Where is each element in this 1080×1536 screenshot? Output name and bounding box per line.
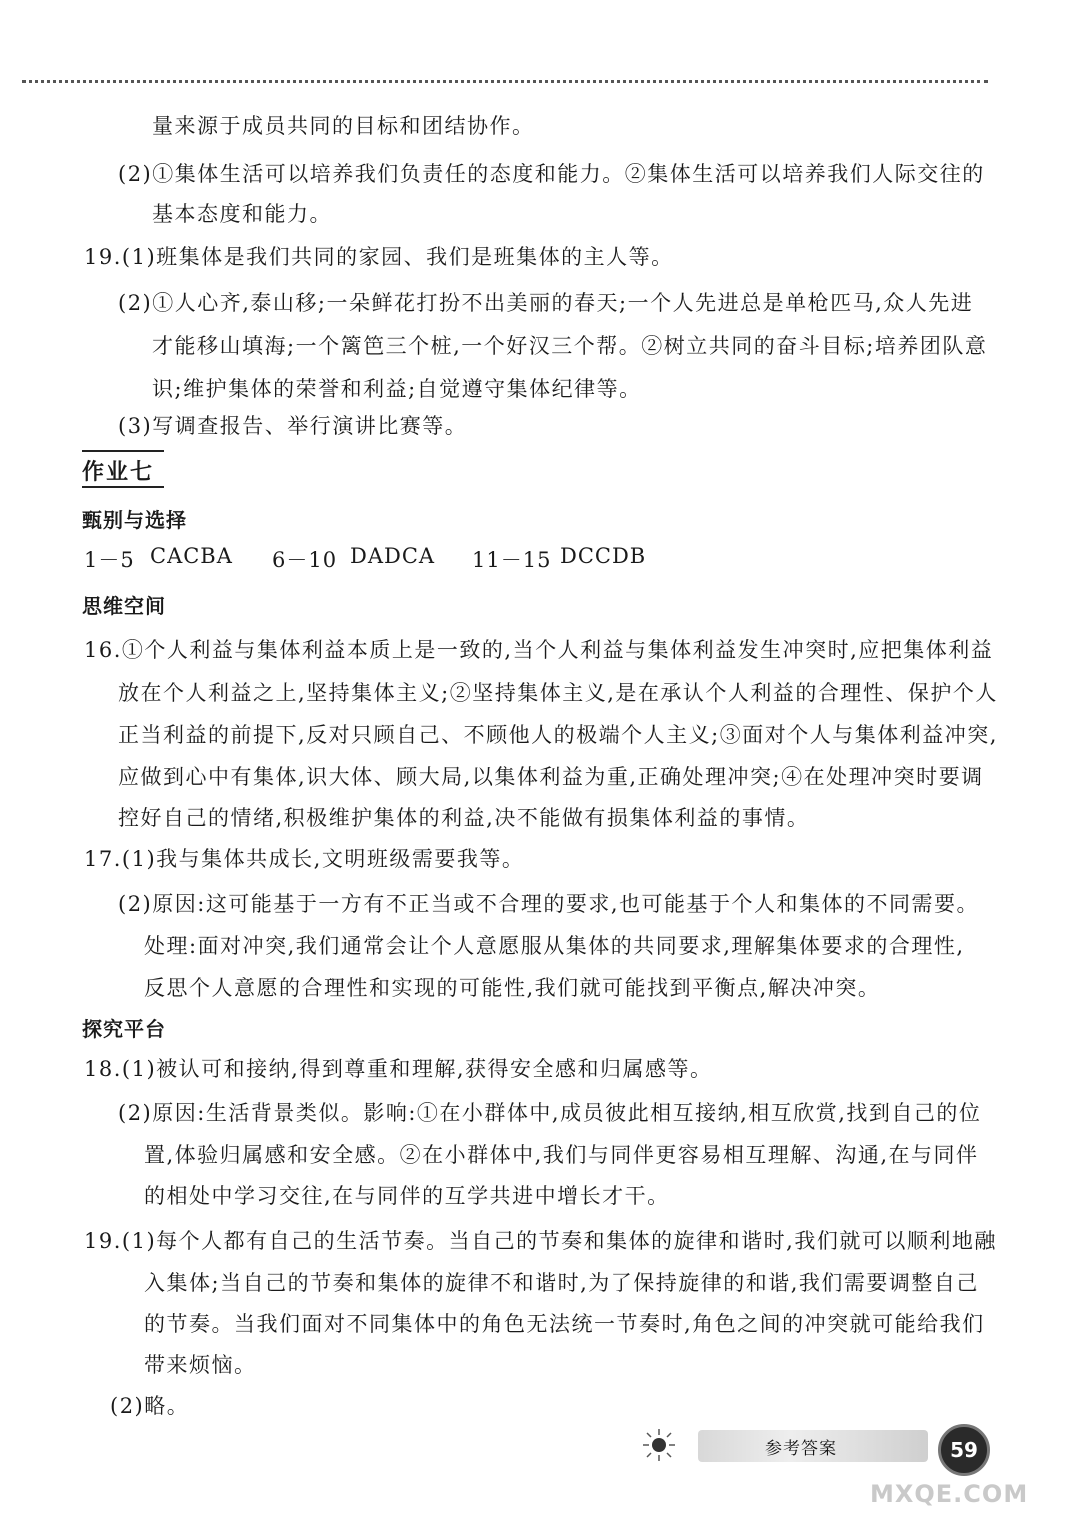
sun-icon — [642, 1428, 676, 1462]
text-line: 处理:面对冲突,我们通常会让个人意愿服从集体的共同要求,理解集体要求的合理性, — [144, 934, 965, 958]
answer-value: CACBA — [150, 544, 233, 568]
page-number: 59 — [938, 1424, 990, 1476]
text-line: 置,体验归属感和安全感。②在小群体中,我们与同伴更容易相互理解、沟通,在与同伴 — [144, 1143, 979, 1167]
answer-value: DADCA — [350, 544, 436, 568]
answer-range: 11－15 — [472, 548, 552, 572]
text-line: 的相处中学习交往,在与同伴的互学共进中增长才干。 — [144, 1184, 670, 1208]
answer-range: 6－10 — [272, 548, 338, 572]
text-line: (2)①人心齐,泰山移;一朵鲜花打扮不出美丽的春天;一个人先进总是单枪匹马,众人先进 — [118, 291, 974, 315]
text-line: (3)写调查报告、举行演讲比赛等。 — [118, 414, 468, 438]
section-title-text: 作业七 — [82, 460, 155, 485]
text-line: 放在个人利益之上,坚持集体主义;②坚持集体主义,是在承认个人利益的合理性、保护个人 — [118, 681, 998, 705]
page-footer — [620, 1420, 1060, 1520]
text-line: 带来烦恼。 — [144, 1353, 257, 1377]
text-line: 基本态度和能力。 — [152, 202, 332, 226]
text-line: 18.(1)被认可和接纳,得到尊重和理解,获得安全感和归属感等。 — [84, 1057, 713, 1081]
text-line: 19.(1)每个人都有自己的生活节奏。当自己的节奏和集体的旋律和谐时,我们就可以顺利地融 — [84, 1229, 997, 1253]
text-line: 的节奏。当我们面对不同集体中的角色无法统一节奏时,角色之间的冲突就可能给我们 — [144, 1312, 985, 1336]
top-dotted-rule — [22, 80, 988, 83]
text-line: 入集体;当自己的节奏和集体的旋律不和谐时,为了保持旋律的和谐,我们需要调整自己 — [144, 1271, 979, 1295]
heading-think: 思维空间 — [82, 594, 166, 618]
text-line: 控好自己的情绪,积极维护集体的利益,决不能做有损集体利益的事情。 — [118, 806, 810, 830]
text-line: (2)原因:这可能基于一方有不正当或不合理的要求,也可能基于个人和集体的不同需要。 — [118, 892, 979, 916]
answer-value: DCCDB — [560, 544, 647, 568]
answer-range: 1－5 — [84, 548, 135, 572]
text-line: 量来源于成员共同的目标和团结协作。 — [152, 114, 535, 138]
footer-label: 参考答案 — [765, 1439, 837, 1459]
section-title — [82, 450, 164, 488]
text-line: 识;维护集体的荣誉和利益;自觉遵守集体纪律等。 — [152, 377, 642, 401]
heading-explore: 探究平台 — [82, 1017, 166, 1041]
text-line: 19.(1)班集体是我们共同的家园、我们是班集体的主人等。 — [84, 245, 674, 269]
text-line: 应做到心中有集体,识大体、顾大局,以集体利益为重,正确处理冲突;④在处理冲突时要调 — [118, 765, 984, 789]
text-line: (2)①集体生活可以培养我们负责任的态度和能力。②集体生活可以培养我们人际交往的 — [118, 162, 985, 186]
text-line: 17.(1)我与集体共成长,文明班级需要我等。 — [84, 847, 525, 871]
heading-select: 甄别与选择 — [82, 508, 187, 532]
text-line: (2)原因:生活背景类似。影响:①在小群体中,成员彼此相互接纳,相互欣赏,找到自己的位 — [118, 1101, 982, 1125]
text-line: 才能移山填海;一个篱笆三个桩,一个好汉三个帮。②树立共同的奋斗目标;培养团队意 — [152, 334, 988, 358]
watermark: MXQE.COM — [870, 1480, 1029, 1508]
text-line: (2)略。 — [110, 1394, 190, 1418]
text-line: 16.①个人利益与集体利益本质上是一致的,当个人利益与集体利益发生冲突时,应把集体利益 — [84, 638, 994, 662]
text-line: 反思个人意愿的合理性和实现的可能性,我们就可能找到平衡点,解决冲突。 — [144, 976, 881, 1000]
text-line: 正当利益的前提下,反对只顾自己、不顾他人的极端个人主义;③面对个人与集体利益冲突, — [118, 723, 998, 747]
